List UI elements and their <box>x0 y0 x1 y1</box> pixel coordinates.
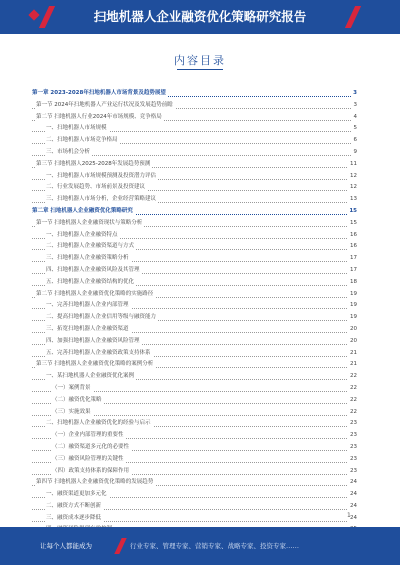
header-slash-decoration-left <box>39 6 55 28</box>
toc-entry[interactable] <box>32 418 357 430</box>
toc-entry-title: 一、扫地机器人市场规模 <box>46 123 109 135</box>
toc-entry-title: 二、扫地机器人企业融资优化的经验与启示 <box>46 418 153 430</box>
toc-entry-title: 二、提高扫地机器人企业信用等级与融资能力 <box>46 312 158 324</box>
toc-entry[interactable] <box>32 135 357 147</box>
toc-entry[interactable] <box>32 489 357 501</box>
toc-chapter-entry[interactable] <box>32 206 357 218</box>
toc-entry-page: 21 <box>348 359 357 371</box>
toc-entry[interactable] <box>32 265 357 277</box>
toc-entry[interactable] <box>32 336 357 348</box>
table-of-contents <box>32 88 357 560</box>
toc-entry-title: 第二节 扫地机器人行业2024年市场规模、竞争格局 <box>36 112 164 124</box>
toc-entry[interactable] <box>32 513 357 525</box>
toc-entry-title: 二、行业发展趋势、市场前景及投资建议 <box>46 182 147 194</box>
toc-entry[interactable] <box>32 383 357 395</box>
toc-entry[interactable] <box>32 312 357 324</box>
toc-entry-title: （四）政策支持体系的保障作用 <box>52 466 131 478</box>
toc-entry[interactable] <box>32 112 357 124</box>
toc-entry-page: 3 <box>352 100 358 112</box>
toc-entry-page: 23 <box>348 430 357 442</box>
toc-entry[interactable] <box>32 218 357 230</box>
toc-entry-title: 第三节 扫地机器人2025-2028年发展趋势预测 <box>36 159 152 171</box>
toc-entry-title: 第一节 扫地机器人企业融资现状与策略分析 <box>36 218 144 230</box>
toc-entry-page: 9 <box>352 147 358 159</box>
toc-entry-page: 5 <box>352 123 358 135</box>
toc-entry[interactable] <box>32 371 357 383</box>
toc-entry-page: 23 <box>348 418 357 430</box>
toc-entry-title: 第二节 扫地机器人企业融资优化策略的实施路径 <box>36 289 155 301</box>
toc-entry-page: 19 <box>348 312 357 324</box>
toc-entry-page: 17 <box>348 265 357 277</box>
toc-entry[interactable] <box>32 171 357 183</box>
toc-entry[interactable] <box>32 501 357 513</box>
toc-entry[interactable] <box>32 147 357 159</box>
toc-entry-title: 三、扫地机器人市场分析，企业经营策略建议 <box>46 194 158 206</box>
toc-entry-title: 三、拓宽扫地机器人企业融资渠道 <box>46 324 131 336</box>
toc-entry-page: 3 <box>351 88 357 100</box>
toc-entry-page: 17 <box>348 253 357 265</box>
toc-entry-title: 四、扫地机器人企业融资风险及其管理 <box>46 265 142 277</box>
toc-entry-title: 第二章 扫地机器人企业融资优化策略研究 <box>32 206 135 218</box>
toc-entry-title: 第一节 2024年扫地机器人产业运行状况及发展趋势前瞻 <box>36 100 175 112</box>
toc-entry[interactable] <box>32 100 357 112</box>
toc-entry-page: 22 <box>348 407 357 419</box>
toc-entry[interactable] <box>32 159 357 171</box>
toc-entry[interactable] <box>32 395 357 407</box>
toc-entry[interactable] <box>32 359 357 371</box>
toc-entry-page: 12 <box>348 171 357 183</box>
toc-entry-page: 12 <box>348 182 357 194</box>
toc-entry-page: 13 <box>348 194 357 206</box>
toc-entry-page: 4 <box>352 112 358 124</box>
toc-entry[interactable] <box>32 454 357 466</box>
toc-entry[interactable] <box>32 289 357 301</box>
toc-entry-title: （二）融资渠道多元化的必要性 <box>52 442 131 454</box>
toc-entry[interactable] <box>32 442 357 454</box>
toc-entry-page: 23 <box>348 454 357 466</box>
toc-entry-page: 23 <box>348 442 357 454</box>
toc-entry-title: 一、扫地机器人企业融资特点 <box>46 230 120 242</box>
toc-entry-title: 五、完善扫地机器人企业融资政策支持体系 <box>46 348 153 360</box>
toc-entry-title: 三、扫地机器人企业融资策略分析 <box>46 253 131 265</box>
toc-entry-title: 第一章 2023-2028年扫地机器人市场背景及趋势展望 <box>32 88 168 100</box>
toc-entry[interactable] <box>32 466 357 478</box>
footer-slogan-right: 行业专家、管理专家、营销专家、战略专家、投资专家…… <box>130 542 299 550</box>
header-slash-decoration-right <box>345 6 361 28</box>
toc-entry-page: 19 <box>348 289 357 301</box>
toc-entry-page: 16 <box>348 241 357 253</box>
toc-entry-title: 五、扫地机器人企业融资结构的优化 <box>46 277 136 289</box>
footer-slash-decoration <box>114 538 126 554</box>
toc-entry-page: 15 <box>347 206 357 218</box>
toc-entry[interactable] <box>32 241 357 253</box>
toc-entry[interactable] <box>32 182 357 194</box>
toc-entry-title: 三、市场机会分析 <box>46 147 92 159</box>
toc-entry-page: 22 <box>348 383 357 395</box>
toc-entry-title: 一、某扫地机器人企业融资优化案例 <box>46 371 136 383</box>
toc-entry[interactable] <box>32 477 357 489</box>
toc-entry[interactable] <box>32 194 357 206</box>
toc-entry-title: 二、扫地机器人企业融资渠道与方式 <box>46 241 136 253</box>
toc-entry-title: 四、加强扫地机器人企业融资风险管理 <box>46 336 142 348</box>
header-diamond-decoration <box>28 9 39 20</box>
toc-entry-page: 20 <box>348 336 357 348</box>
toc-title: 内容目录 <box>0 52 400 68</box>
toc-entry-page: 22 <box>348 395 357 407</box>
toc-entry[interactable] <box>32 348 357 360</box>
toc-entry-page: 24 <box>348 513 357 525</box>
report-header <box>0 0 400 34</box>
toc-entry-page: 11 <box>348 159 357 171</box>
toc-entry[interactable] <box>32 324 357 336</box>
toc-entry[interactable] <box>32 253 357 265</box>
footer-banner <box>0 527 400 565</box>
toc-entry[interactable] <box>32 430 357 442</box>
toc-entry-title: （三）实施效果 <box>52 407 93 419</box>
toc-entry-page: 19 <box>348 300 357 312</box>
toc-entry-title: 第三节 扫地机器人企业融资优化策略的案例分析 <box>36 359 155 371</box>
toc-entry-title: （二）融资优化策略 <box>52 395 104 407</box>
toc-entry-page: 24 <box>348 501 357 513</box>
toc-entry-title: 一、融资渠道更加多元化 <box>46 489 109 501</box>
toc-entry-page: 24 <box>348 477 357 489</box>
toc-entry-page: 16 <box>348 230 357 242</box>
toc-entry-page: 24 <box>348 489 357 501</box>
toc-entry[interactable] <box>32 277 357 289</box>
footer-slogan-left: 让每个人都能成为 <box>40 542 92 550</box>
toc-entry-page: 23 <box>348 466 357 478</box>
toc-entry-page: 15 <box>348 218 357 230</box>
toc-chapter-entry[interactable] <box>32 88 357 100</box>
toc-entry-title: （一）案例背景 <box>52 383 93 395</box>
toc-entry[interactable] <box>32 300 357 312</box>
toc-entry-title: （三）融资风险管理的关键性 <box>52 454 126 466</box>
toc-entry-title: 二、融资方式不断创新 <box>46 501 103 513</box>
toc-entry-title: 三、融资成本逐步降低 <box>46 513 103 525</box>
toc-entry[interactable] <box>32 407 357 419</box>
toc-entry-title: （一）企业内部管理的重要性 <box>52 430 126 442</box>
toc-entry[interactable] <box>32 230 357 242</box>
toc-entry-page: 6 <box>352 135 358 147</box>
toc-entry[interactable] <box>32 123 357 135</box>
toc-entry-title: 一、扫地机器人市场规模预测及投资潜力评估 <box>46 171 158 183</box>
toc-entry-page: 22 <box>348 371 357 383</box>
report-title: 扫地机器人企业融资优化策略研究报告 <box>93 9 307 24</box>
page-number: 1 <box>347 512 351 519</box>
toc-entry-page: 21 <box>348 348 357 360</box>
toc-entry-page: 20 <box>348 324 357 336</box>
toc-entry-page: 18 <box>348 277 357 289</box>
toc-entry-title: 第四节 扫地机器人企业融资优化策略的发展趋势 <box>36 477 155 489</box>
toc-entry-title: 一、完善扫地机器人企业内部管理 <box>46 300 131 312</box>
toc-entry-title: 二、扫地机器人市场竞争格局 <box>46 135 120 147</box>
